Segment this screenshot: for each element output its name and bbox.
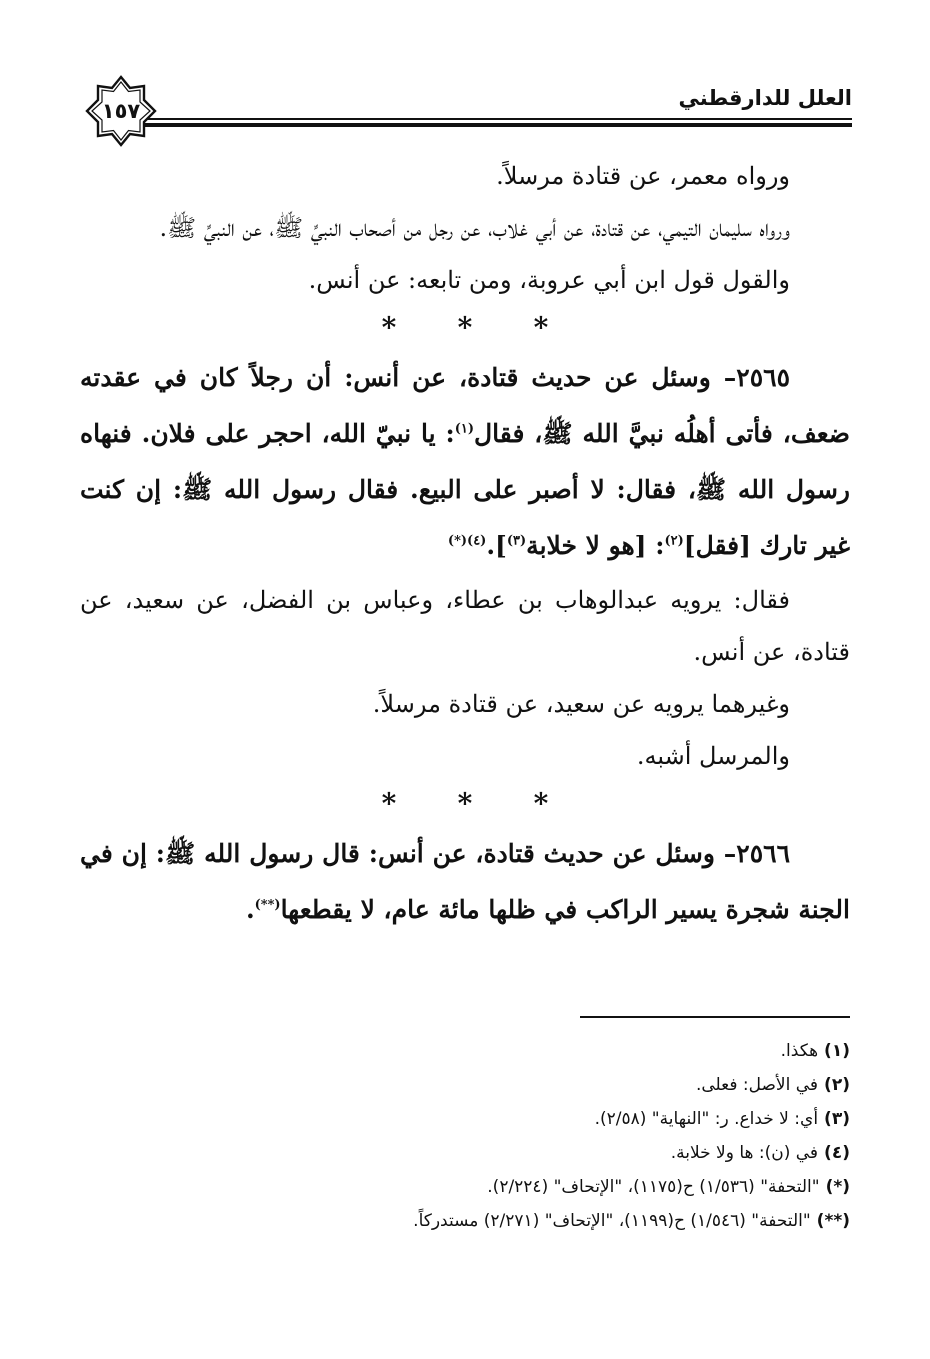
- footnotes-list: [80, 1034, 850, 1238]
- footnote-number: (٤): [824, 1143, 850, 1163]
- hadith-text: ٢٥٦٥– وسئل عن حديث قتادة، عن أنس: أن رجلاً كان في عقدته ضعف، فأتى أهلُه نبيَّ الله ﷺ، فقال: [80, 363, 850, 448]
- book-title: العلل للدارقطني: [678, 86, 852, 110]
- footnote-number: (٣): [824, 1109, 850, 1129]
- footnote-text: في (ن): ها ولا خلابة.: [670, 1143, 819, 1163]
- footnote-text: "التحفة" (١/٥٤٦) ح(١١٩٩)، "الإتحاف" (٢/٢٧١) مستدركاً.: [413, 1211, 811, 1231]
- footnote-number: (٢): [824, 1075, 850, 1095]
- section-separator: [80, 782, 850, 826]
- paragraph: ورواه معمر، عن قتادة مرسلاً.: [496, 162, 790, 190]
- hadith-text: .: [245, 895, 255, 924]
- hadith-text: : [هو لا خلابة: [526, 531, 665, 560]
- separator-star: *: [457, 311, 473, 344]
- hadith-text: ].: [486, 531, 507, 560]
- header-rule-thick: [130, 123, 852, 127]
- footnote-ref: (٤): [467, 533, 487, 549]
- footnote-item: [80, 1068, 850, 1102]
- paragraph: وغيرهما يرويه عن سعيد، عن قتادة مرسلاً.: [372, 690, 790, 718]
- footnote-item: [80, 1170, 850, 1204]
- hadith-entry-2566: [80, 826, 850, 938]
- paragraph: والمرسل أشبه.: [636, 742, 790, 770]
- footnote-number: (*): [825, 1177, 850, 1197]
- footnote-number: (**): [816, 1211, 850, 1231]
- paragraph: ورواه سليمان التيمي، عن قتادة، عن أبي غلاب، عن رجل من أصحاب النبيِّ ﷺ، عن النبيِّ ﷺ.: [159, 214, 790, 242]
- footnote-text: في الأصل: فعلى.: [695, 1075, 819, 1095]
- section-separator: [80, 306, 850, 350]
- footnote-item: [80, 1136, 850, 1170]
- separator-star: *: [457, 787, 473, 820]
- footnote-rule: [580, 1016, 850, 1018]
- separator-star: *: [381, 311, 397, 344]
- footnote-item: [80, 1102, 850, 1136]
- main-text: [80, 150, 850, 938]
- paragraph: والقول قول ابن أبي عروبة، ومن تابعه: عن أنس.: [308, 266, 790, 294]
- footnote-ref: (**): [254, 897, 281, 913]
- paragraph: فقال: يرويه عبدالوهاب بن عطاء، وعباس بن الفضل، عن سعيد، عن قتادة، عن أنس.: [80, 586, 850, 666]
- footnote-number: (١): [824, 1041, 850, 1061]
- footnote-ref: (١): [454, 421, 475, 437]
- footnote-text: "التحفة" (١/٥٣٦) ح(١١٧٥)، "الإتحاف" (٢/٢٢٤).: [487, 1177, 820, 1197]
- footnote-item: [80, 1034, 850, 1068]
- separator-star: *: [533, 787, 549, 820]
- footnote-ref: (٣): [506, 533, 527, 549]
- hadith-text: ٢٥٦٦– وسئل عن حديث قتادة، عن أنس: قال رسول الله ﷺ: إن في الجنة شجرة يسير الراكب في ظلها مائة عام، لا يقطعها: [80, 839, 850, 924]
- page-number-badge: [84, 74, 158, 148]
- page-number: ١٥٧: [101, 99, 141, 123]
- footnote-text: أي: لا خداع. ر: "النهاية" (٢/٥٨).: [594, 1109, 819, 1129]
- header-rule-thin: [130, 118, 852, 120]
- separator-star: *: [533, 311, 549, 344]
- header-rule: [130, 118, 852, 127]
- footnote-item: [80, 1204, 850, 1238]
- footnote-text: هكذا.: [780, 1041, 819, 1061]
- separator-star: *: [381, 787, 397, 820]
- footnote-ref: (*): [447, 533, 468, 549]
- hadith-text: : يا نبيّ الله، احجر على فلان. فنهاه رسول الله ﷺ، فقال: لا أصبر على البيع. فقال رسول الله ﷺ: إن كنت غير تارك [فقل]: [80, 419, 850, 560]
- hadith-entry-2565: [80, 350, 850, 574]
- footnote-ref: (٢): [664, 533, 684, 549]
